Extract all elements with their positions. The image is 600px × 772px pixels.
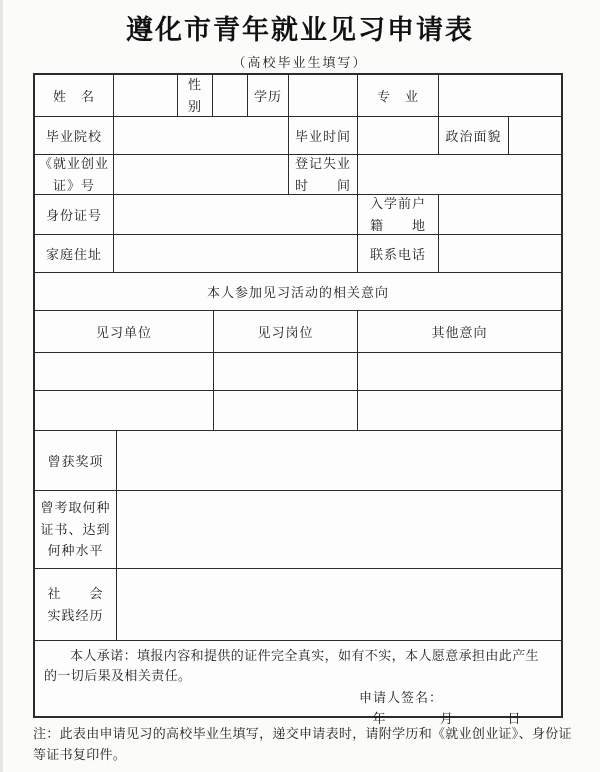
major-value-cell[interactable]: [439, 75, 561, 117]
school-value-cell[interactable]: [114, 117, 289, 155]
political-status-label: 政治面貌: [439, 117, 509, 155]
unemployment-reg-time-label: 登记失业 时 间: [289, 155, 358, 195]
pre-school-residence-value-cell[interactable]: [439, 195, 561, 235]
form-row: [35, 235, 561, 273]
unemployment-reg-time-value-cell[interactable]: [358, 155, 561, 195]
form-row: [35, 569, 561, 641]
social-practice-value-cell[interactable]: [117, 569, 561, 641]
form-row: [35, 491, 561, 569]
grad-time-value-cell[interactable]: [358, 117, 439, 155]
gender-value-cell[interactable]: [213, 75, 248, 117]
certificates-label: 曾考取何种 证书、达到 何种水平: [35, 491, 117, 569]
form-row: [35, 155, 561, 195]
page-subtitle: （高校毕业生填写）: [232, 55, 368, 70]
employment-cert-no-label: 《就业创业 证》号: [35, 155, 114, 195]
home-address-label: 家庭住址: [35, 235, 114, 273]
phone-value-cell[interactable]: [439, 235, 561, 273]
page-title: 遵化市青年就业见习申请表: [126, 15, 474, 45]
awards-label: 曾获奖项: [35, 431, 117, 491]
intention-column-other: 其他意向: [358, 311, 561, 353]
form-row: [35, 273, 561, 311]
scan-edge-artifact: [0, 0, 3, 772]
intention-unit-value-cell-2[interactable]: [35, 391, 214, 431]
intention-column-unit: 见习单位: [35, 311, 214, 353]
intention-post-value-cell-1[interactable]: [214, 353, 358, 391]
form-row: [35, 117, 561, 155]
grad-time-label: 毕业时间: [289, 117, 358, 155]
intention-section-title: 本人参加见习活动的相关意向: [35, 273, 561, 311]
form-row: [35, 75, 561, 117]
intention-post-value-cell-2[interactable]: [214, 391, 358, 431]
application-form-table: [33, 73, 563, 726]
applicant-signature-label[interactable]: 申请人签名：: [358, 690, 443, 705]
id-number-label: 身份证号: [35, 195, 114, 235]
education-label: 学历: [248, 75, 289, 117]
form-row: [35, 353, 561, 391]
form-row: [35, 391, 561, 431]
name-value-cell[interactable]: [114, 75, 178, 117]
form-row: [35, 195, 561, 235]
major-label: 专 业: [358, 75, 439, 117]
home-address-value-cell[interactable]: [114, 235, 358, 273]
form-row: [35, 311, 561, 353]
pre-school-residence-label: 入学前户 籍 地: [358, 195, 439, 235]
footer-note: 注：此表由申请见习的高校毕业生填写，递交申请表时，请附学历和《就业创业证》、身份证等证书复印件。: [33, 726, 572, 762]
declaration-cell: [35, 641, 561, 726]
signature-date-line[interactable]: 年 月 日: [372, 711, 521, 726]
intention-other-value-cell-2[interactable]: [358, 391, 561, 431]
political-status-value-cell[interactable]: [509, 117, 561, 155]
gender-label: 性 别: [178, 75, 213, 117]
social-practice-label: 社 会 实践经历: [35, 569, 117, 641]
awards-value-cell[interactable]: [117, 431, 561, 491]
intention-column-post: 见习岗位: [214, 311, 358, 353]
name-label: 姓 名: [35, 75, 114, 117]
declaration-text: 本人承诺：填报内容和提供的证件完全真实，如有不实，本人愿意承担由此产生的一切后果及相关责任。: [44, 648, 540, 683]
id-number-value-cell[interactable]: [114, 195, 358, 235]
form-row: [35, 641, 561, 726]
form-row: [35, 431, 561, 491]
education-value-cell[interactable]: [289, 75, 358, 117]
employment-cert-no-value-cell[interactable]: [114, 155, 289, 195]
school-label: 毕业院校: [35, 117, 114, 155]
intention-other-value-cell-1[interactable]: [358, 353, 561, 391]
phone-label: 联系电话: [358, 235, 439, 273]
certificates-value-cell[interactable]: [117, 491, 561, 569]
intention-unit-value-cell-1[interactable]: [35, 353, 214, 391]
